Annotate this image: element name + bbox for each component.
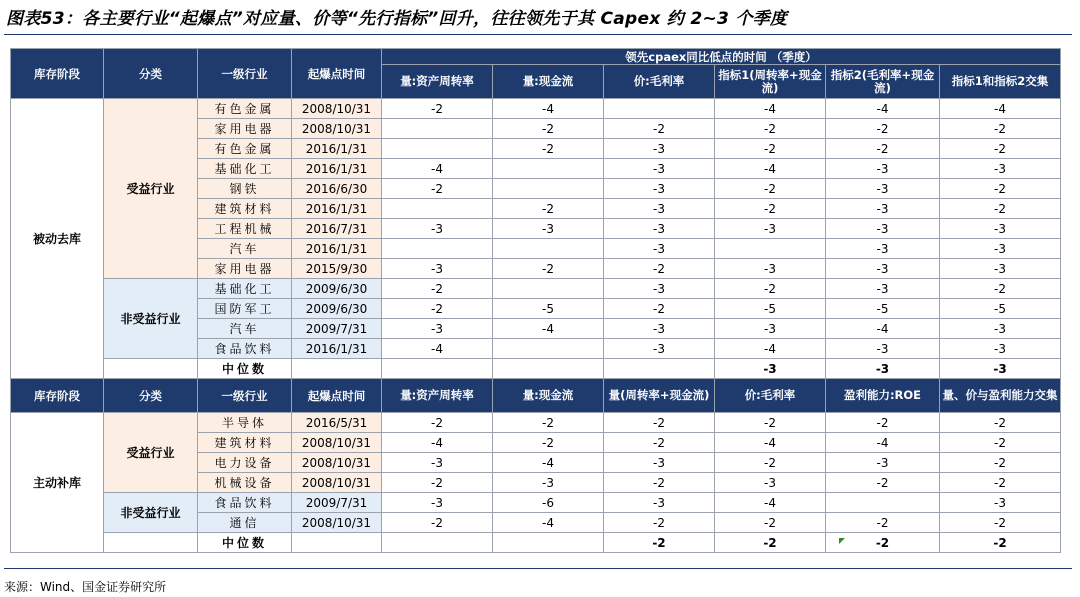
header-col-volume-2: 量(周转率+现金流) [604,379,715,413]
value-cell: -3 [493,219,604,239]
industry-cell: 半导体 [198,413,292,433]
value-cell: -2 [715,513,826,533]
value-cell [826,493,940,513]
value-cell: -3 [940,219,1061,239]
industry-cell: 有色金属 [198,139,292,159]
value-cell: -2 [940,199,1061,219]
value-cell: -3 [715,219,826,239]
value-cell [382,119,493,139]
value-cell: -2 [604,473,715,493]
value-cell: -2 [604,119,715,139]
top-rule [4,34,1072,35]
value-cell: -2 [493,119,604,139]
median-value: -2 [940,533,1061,553]
header-industry-2: 一级行业 [198,379,292,413]
value-cell: -3 [382,453,493,473]
industry-cell: 基础化工 [198,159,292,179]
time-cell: 2008/10/31 [292,453,382,473]
value-cell: -2 [493,413,604,433]
value-cell: -4 [715,99,826,119]
value-cell [382,199,493,219]
header-row-second [11,379,1061,413]
value-cell: -3 [604,219,715,239]
value-cell: -3 [604,159,715,179]
table-row [11,279,1061,299]
value-cell: -3 [940,239,1061,259]
header-col-intersect: 指标1和指标2交集 [940,65,1061,99]
time-cell: 2016/1/31 [292,139,382,159]
median-row [11,359,1061,379]
value-cell: -2 [715,139,826,159]
industry-cell: 食品饮料 [198,339,292,359]
time-cell: 2009/7/31 [292,493,382,513]
value-cell: -3 [604,339,715,359]
value-cell: -3 [826,199,940,219]
industry-cell: 电力设备 [198,453,292,473]
median-spacer [292,533,382,553]
value-cell: -4 [493,99,604,119]
value-cell: -2 [382,413,493,433]
industry-cell: 食品饮料 [198,493,292,513]
value-cell: -3 [604,179,715,199]
value-cell: -2 [493,433,604,453]
value-cell: -2 [715,119,826,139]
value-cell [493,239,604,259]
time-cell: 2016/1/31 [292,239,382,259]
value-cell: -4 [493,319,604,339]
value-cell: -2 [826,513,940,533]
median-row [11,533,1061,553]
value-cell: -3 [940,259,1061,279]
value-cell: -2 [940,119,1061,139]
value-cell: -3 [604,453,715,473]
median-value: -3 [826,359,940,379]
value-cell [604,99,715,119]
value-cell: -3 [493,473,604,493]
industry-cell: 工程机械 [198,219,292,239]
header-col-turnover-2: 量:资产周转率 [382,379,493,413]
time-cell: 2008/10/31 [292,433,382,453]
median-value [493,533,604,553]
value-cell: -3 [826,239,940,259]
value-cell: -5 [940,299,1061,319]
value-cell: -6 [493,493,604,513]
value-cell: -2 [382,299,493,319]
stage-cell: 被动去库 [11,99,104,379]
header-col-cashflow-2: 量:现金流 [493,379,604,413]
table-row [11,413,1061,433]
time-cell: 2016/7/31 [292,219,382,239]
value-cell: -2 [826,413,940,433]
value-cell: -3 [826,259,940,279]
value-cell: -3 [715,319,826,339]
value-cell: -3 [382,493,493,513]
value-cell: -3 [826,179,940,199]
value-cell: -2 [940,453,1061,473]
value-cell: -3 [604,239,715,259]
value-cell: -3 [826,453,940,473]
value-cell: -4 [382,433,493,453]
value-cell: -4 [715,493,826,513]
value-cell: -4 [826,433,940,453]
median-label: 中位数 [198,533,292,553]
header-time-2: 起爆点时间 [292,379,382,413]
industry-cell: 家用电器 [198,259,292,279]
median-value [604,359,715,379]
header-col-intersect-2: 量、价与盈利能力交集 [940,379,1061,413]
time-cell: 2008/10/31 [292,119,382,139]
header-stage-2: 库存阶段 [11,379,104,413]
value-cell: -4 [715,159,826,179]
value-cell: -3 [940,493,1061,513]
value-cell: -3 [382,259,493,279]
value-cell: -3 [940,159,1061,179]
value-cell: -4 [715,433,826,453]
value-cell [715,239,826,259]
value-cell: -2 [382,473,493,493]
value-cell: -4 [715,339,826,359]
header-row-top [11,49,1061,65]
value-cell: -3 [604,493,715,513]
value-cell: -2 [940,513,1061,533]
time-cell: 2009/7/31 [292,319,382,339]
value-cell: -2 [715,453,826,473]
industry-cell: 有色金属 [198,99,292,119]
value-cell: -4 [382,339,493,359]
header-col-margin: 价:毛利率 [604,65,715,99]
value-cell: -5 [493,299,604,319]
value-cell [493,179,604,199]
value-cell: -3 [715,259,826,279]
figure-title: 图表53：各主要行业“起爆点”对应量、价等“先行指标”回升，往往领先于其 Capex 约 2~3 个季度 [6,9,788,29]
time-cell: 2008/10/31 [292,99,382,119]
table-body [11,49,1061,553]
value-cell: -2 [715,179,826,199]
header-col-turnover: 量:资产周转率 [382,65,493,99]
value-cell [493,159,604,179]
indicator-table [10,48,1061,553]
value-cell: -2 [940,279,1061,299]
value-cell: -2 [604,513,715,533]
source-note: 来源：Wind、国金证券研究所 [4,580,167,594]
median-label: 中位数 [198,359,292,379]
median-spacer [104,359,198,379]
value-cell: -3 [604,319,715,339]
header-industry: 一级行业 [198,49,292,99]
value-cell: -2 [382,279,493,299]
header-col-ind2: 指标2(毛利率+现金流) [826,65,940,99]
time-cell: 2015/9/30 [292,259,382,279]
industry-cell: 钢铁 [198,179,292,199]
bottom-rule [4,568,1072,569]
value-cell: -5 [826,299,940,319]
time-cell: 2008/10/31 [292,513,382,533]
median-value [382,359,493,379]
time-cell: 2008/10/31 [292,473,382,493]
median-value: -2 [604,533,715,553]
value-cell [382,139,493,159]
value-cell: -2 [940,433,1061,453]
value-cell: -4 [826,99,940,119]
value-cell: -4 [826,319,940,339]
time-cell: 2016/1/31 [292,199,382,219]
value-cell: -2 [493,199,604,219]
table-row [11,493,1061,513]
industry-cell: 机械设备 [198,473,292,493]
value-cell [382,239,493,259]
header-group: 领先cpaex同比低点的时间 （季度） [382,49,1061,65]
value-cell: -2 [940,179,1061,199]
median-value [493,359,604,379]
value-cell: -2 [493,259,604,279]
value-cell: -2 [826,473,940,493]
value-cell: -2 [382,179,493,199]
value-cell: -3 [382,219,493,239]
header-col-roe-2: 盈利能力:ROE [826,379,940,413]
time-cell: 2016/5/31 [292,413,382,433]
value-cell: -3 [715,473,826,493]
industry-cell: 家用电器 [198,119,292,139]
header-stage: 库存阶段 [11,49,104,99]
industry-cell: 汽车 [198,319,292,339]
category-benefit: 受益行业 [104,413,198,493]
value-cell: -3 [826,279,940,299]
header-col-ind1: 指标1(周转率+现金流) [715,65,826,99]
value-cell: -2 [493,139,604,159]
time-cell: 2016/6/30 [292,179,382,199]
median-spacer [292,359,382,379]
value-cell: -3 [604,199,715,219]
industry-cell: 通信 [198,513,292,533]
category-nonbenefit: 非受益行业 [104,493,198,533]
median-value: -3 [940,359,1061,379]
median-value: -2 [826,533,940,553]
value-cell: -2 [604,259,715,279]
value-cell: -3 [940,339,1061,359]
value-cell: -4 [940,99,1061,119]
time-cell: 2009/6/30 [292,279,382,299]
industry-cell: 基础化工 [198,279,292,299]
time-cell: 2016/1/31 [292,339,382,359]
header-col-cashflow: 量:现金流 [493,65,604,99]
value-cell: -2 [715,199,826,219]
median-value: -3 [715,359,826,379]
value-cell: -3 [826,219,940,239]
value-cell: -2 [604,433,715,453]
table-row [11,99,1061,119]
value-cell: -2 [715,413,826,433]
value-cell: -2 [940,413,1061,433]
value-cell: -3 [604,279,715,299]
value-cell: -2 [940,473,1061,493]
median-spacer [104,533,198,553]
industry-cell: 汽车 [198,239,292,259]
stage-cell: 主动补库 [11,413,104,553]
value-cell: -4 [493,453,604,473]
median-value [382,533,493,553]
time-cell: 2016/1/31 [292,159,382,179]
category-nonbenefit: 非受益行业 [104,279,198,359]
value-cell: -2 [382,99,493,119]
value-cell: -4 [382,159,493,179]
value-cell: -2 [604,299,715,319]
value-cell: -5 [715,299,826,319]
header-category: 分类 [104,49,198,99]
value-cell: -4 [493,513,604,533]
value-cell: -3 [940,319,1061,339]
industry-cell: 国防军工 [198,299,292,319]
value-cell [493,279,604,299]
value-cell: -3 [826,159,940,179]
value-cell: -2 [940,139,1061,159]
value-cell: -3 [604,139,715,159]
time-cell: 2009/6/30 [292,299,382,319]
header-category-2: 分类 [104,379,198,413]
value-cell: -2 [715,279,826,299]
industry-cell: 建筑材料 [198,199,292,219]
value-cell: -3 [382,319,493,339]
median-value: -2 [715,533,826,553]
value-cell: -2 [826,139,940,159]
value-cell: -2 [826,119,940,139]
category-benefit: 受益行业 [104,99,198,279]
value-cell: -3 [826,339,940,359]
value-cell [493,339,604,359]
value-cell: -2 [382,513,493,533]
industry-cell: 建筑材料 [198,433,292,453]
header-time: 起爆点时间 [292,49,382,99]
cell-comment-marker [839,538,845,544]
header-col-margin-2: 价:毛利率 [715,379,826,413]
value-cell: -2 [604,413,715,433]
